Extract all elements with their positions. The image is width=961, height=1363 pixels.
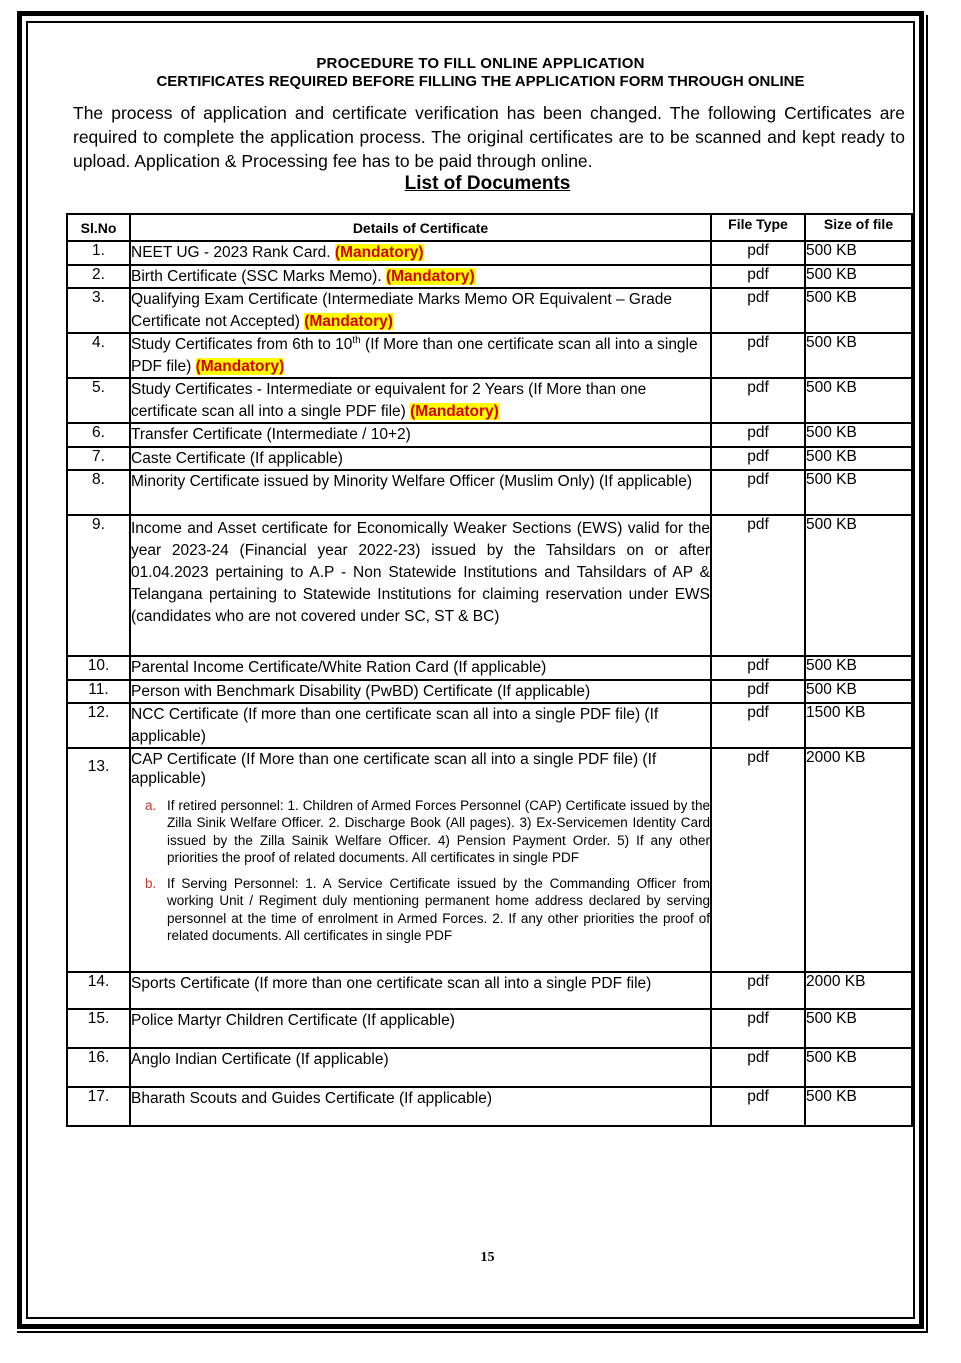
row-file-type: pdf: [711, 333, 805, 378]
row-details: NCC Certificate (If more than one certificate scan all into a single PDF file) (If applicable): [130, 703, 711, 748]
table-row: [67, 470, 912, 515]
row-details: Sports Certificate (If more than one certificate scan all into a single PDF file): [130, 972, 711, 1009]
row-details: Anglo Indian Certificate (If applicable): [130, 1048, 711, 1087]
row-file-type: pdf: [711, 656, 805, 680]
row-file-type: pdf: [711, 1087, 805, 1126]
list-item: [145, 875, 710, 944]
row-size: 500 KB: [805, 1048, 912, 1087]
header-sl-no: Sl.No: [67, 214, 130, 241]
row-file-type: pdf: [711, 241, 805, 265]
table-row: [67, 333, 912, 378]
row-size: 500 KB: [805, 265, 912, 289]
row-size: 500 KB: [805, 1087, 912, 1126]
row-text-cont: (If More than one certificate scan all into a single PDF file): [131, 336, 698, 375]
row-details: Bharath Scouts and Guides Certificate (If applicable): [130, 1087, 711, 1126]
row-sl: 4.: [67, 333, 130, 378]
row-size: 500 KB: [805, 656, 912, 680]
row-size: 500 KB: [805, 447, 912, 471]
row-sl: 9.: [67, 515, 130, 656]
row-sl: 13.: [67, 748, 130, 972]
mandatory-tag: (Mandatory): [195, 357, 285, 375]
row-size: 500 KB: [805, 1009, 912, 1048]
row-sl: 16.: [67, 1048, 130, 1087]
row-details: [130, 265, 711, 289]
table-row: [67, 1048, 912, 1087]
row-size: 500 KB: [805, 288, 912, 333]
row-size: 500 KB: [805, 333, 912, 378]
header-file-type: File Type: [711, 214, 805, 241]
mandatory-tag: (Mandatory): [410, 402, 499, 420]
page-number: 15: [480, 1250, 495, 1265]
row-details: Person with Benchmark Disability (PwBD) Certificate (If applicable): [130, 680, 711, 704]
row-size: 500 KB: [805, 680, 912, 704]
row-file-type: pdf: [711, 748, 805, 972]
table-row: [67, 241, 912, 265]
row-sl: 17.: [67, 1087, 130, 1126]
row-details: Caste Certificate (If applicable): [130, 447, 711, 471]
list-title: List of Documents: [404, 173, 571, 194]
row-file-type: pdf: [711, 288, 805, 333]
row-details: [130, 748, 711, 972]
row-text: Study Certificates from 6th to 10: [131, 336, 353, 353]
intro-paragraph: The process of application and certificate verification has been changed. The following Certificates are required to complete the application process. The original certificates are to be scanned and kept ready to upload. Application & Processing fee has to be paid through online.: [73, 103, 905, 171]
row-sl: 7.: [67, 447, 130, 471]
row-size: 500 KB: [805, 470, 912, 515]
row-file-type: pdf: [711, 423, 805, 447]
row-sl: 2.: [67, 265, 130, 289]
table-row: [67, 515, 912, 656]
row-sl: 8.: [67, 470, 130, 515]
table-row: [67, 288, 912, 333]
page-border-shadow-right: [926, 15, 928, 1333]
row-size: 500 KB: [805, 515, 912, 656]
table-row: [67, 656, 912, 680]
row-details: [130, 241, 711, 265]
row-details: [130, 378, 711, 423]
row-file-type: pdf: [711, 470, 805, 515]
row-sl: 14.: [67, 972, 130, 1009]
mandatory-tag: (Mandatory): [304, 312, 393, 330]
table-row: [67, 703, 912, 748]
header-size: Size of file: [805, 214, 912, 241]
row-size: 2000 KB: [805, 748, 912, 972]
table-row: [67, 1009, 912, 1048]
row-sl: 6.: [67, 423, 130, 447]
row-file-type: pdf: [711, 1048, 805, 1087]
row-text-sup: th: [352, 334, 361, 346]
sub-text: If Serving Personnel: 1. A Service Certificate issued by the Commanding Officer from working Unit / Regiment duly mentioning permanent home address declared by serving personnel at the time of enrolment in Armed Forces. 2. If any other priorities the proof of related documents. All certificates in single PDF: [167, 876, 710, 944]
row-sl: 10.: [67, 656, 130, 680]
row-details: [130, 288, 711, 333]
row-file-type: pdf: [711, 447, 805, 471]
sub-marker: b.: [145, 876, 157, 892]
procedure-heading: PROCEDURE TO FILL ONLINE APPLICATION: [316, 55, 645, 72]
row-file-type: pdf: [711, 515, 805, 656]
row-sl: 15.: [67, 1009, 130, 1048]
row-sl: 5.: [67, 378, 130, 423]
row-file-type: pdf: [711, 680, 805, 704]
row-size: 1500 KB: [805, 703, 912, 748]
page-border-shadow-bottom: [17, 1331, 928, 1333]
row-sl: 12.: [67, 703, 130, 748]
table-row: [67, 972, 912, 1009]
row-size: 500 KB: [805, 423, 912, 447]
row-details: Minority Certificate issued by Minority Welfare Officer (Muslim Only) (If applicable): [130, 470, 711, 515]
row-text: Study Certificates - Intermediate or equivalent for 2 Years (If More than one certificate scan all into a single PDF file): [131, 381, 647, 420]
row-details: Parental Income Certificate/White Ration Card (If applicable): [130, 656, 711, 680]
table-row: [67, 1087, 912, 1126]
row-details: Income and Asset certificate for Economically Weaker Sections (EWS) valid for the year 2023-24 (Financial year 2022-23) issued by the Tahsildars on or after 01.04.2023 pertaining to A.P - Non Statewide Institutions and Tahsildars of AP & Telangana pertaining to Statewide Institutions for claiming reservation under EWS (candidates who are not covered under SC, ST & BC): [130, 515, 711, 656]
table-row: [67, 378, 912, 423]
table-header-row: [67, 214, 912, 241]
row-details: [130, 333, 711, 378]
row-size: 500 KB: [805, 241, 912, 265]
row-file-type: pdf: [711, 1009, 805, 1048]
row-text: CAP Certificate (If More than one certificate scan all into a single PDF file) (If applicable): [131, 751, 657, 787]
sub-marker: a.: [145, 798, 157, 813]
row-text: Birth Certificate (SSC Marks Memo).: [131, 267, 382, 285]
table-row: [67, 265, 912, 289]
row-text: Qualifying Exam Certificate (Intermediate Marks Memo OR Equivalent – Grade Certificate not Accepted): [131, 291, 672, 330]
row-sl: 3.: [67, 288, 130, 333]
cap-sub-list: [131, 797, 710, 944]
row-sl: 11.: [67, 680, 130, 704]
table-row: [67, 423, 912, 447]
list-item: [145, 797, 710, 866]
documents-table: [66, 213, 913, 1127]
table-row: [67, 748, 912, 972]
row-file-type: pdf: [711, 972, 805, 1009]
table-row: [67, 447, 912, 471]
row-size: 2000 KB: [805, 972, 912, 1009]
certificates-heading: CERTIFICATES REQUIRED BEFORE FILLING THE APPLICATION FORM THROUGH ONLINE: [156, 73, 805, 90]
row-file-type: pdf: [711, 265, 805, 289]
row-details: Police Martyr Children Certificate (If applicable): [130, 1009, 711, 1048]
table-row: [67, 680, 912, 704]
row-size: 500 KB: [805, 378, 912, 423]
sub-text: If retired personnel: 1. Children of Armed Forces Personnel (CAP) Certificate issued by the Zilla Sinik Welfare Officer. 2. Discharge Book (All pages). 3) Ex-Servicemen Identity Card issued by the Zilla Sainik Welfare Officer. 4) Pension Payment Order. 5) If any other priorities the proof of related documents. All certificates in single PDF: [167, 798, 710, 865]
mandatory-tag: (Mandatory): [385, 267, 475, 285]
row-text: NEET UG - 2023 Rank Card.: [131, 244, 331, 261]
row-file-type: pdf: [711, 703, 805, 748]
row-sl: 1.: [67, 241, 130, 265]
header-details: Details of Certificate: [130, 214, 711, 241]
mandatory-tag: (Mandatory): [334, 244, 424, 261]
row-file-type: pdf: [711, 378, 805, 423]
row-details: Transfer Certificate (Intermediate / 10+2): [130, 423, 711, 447]
